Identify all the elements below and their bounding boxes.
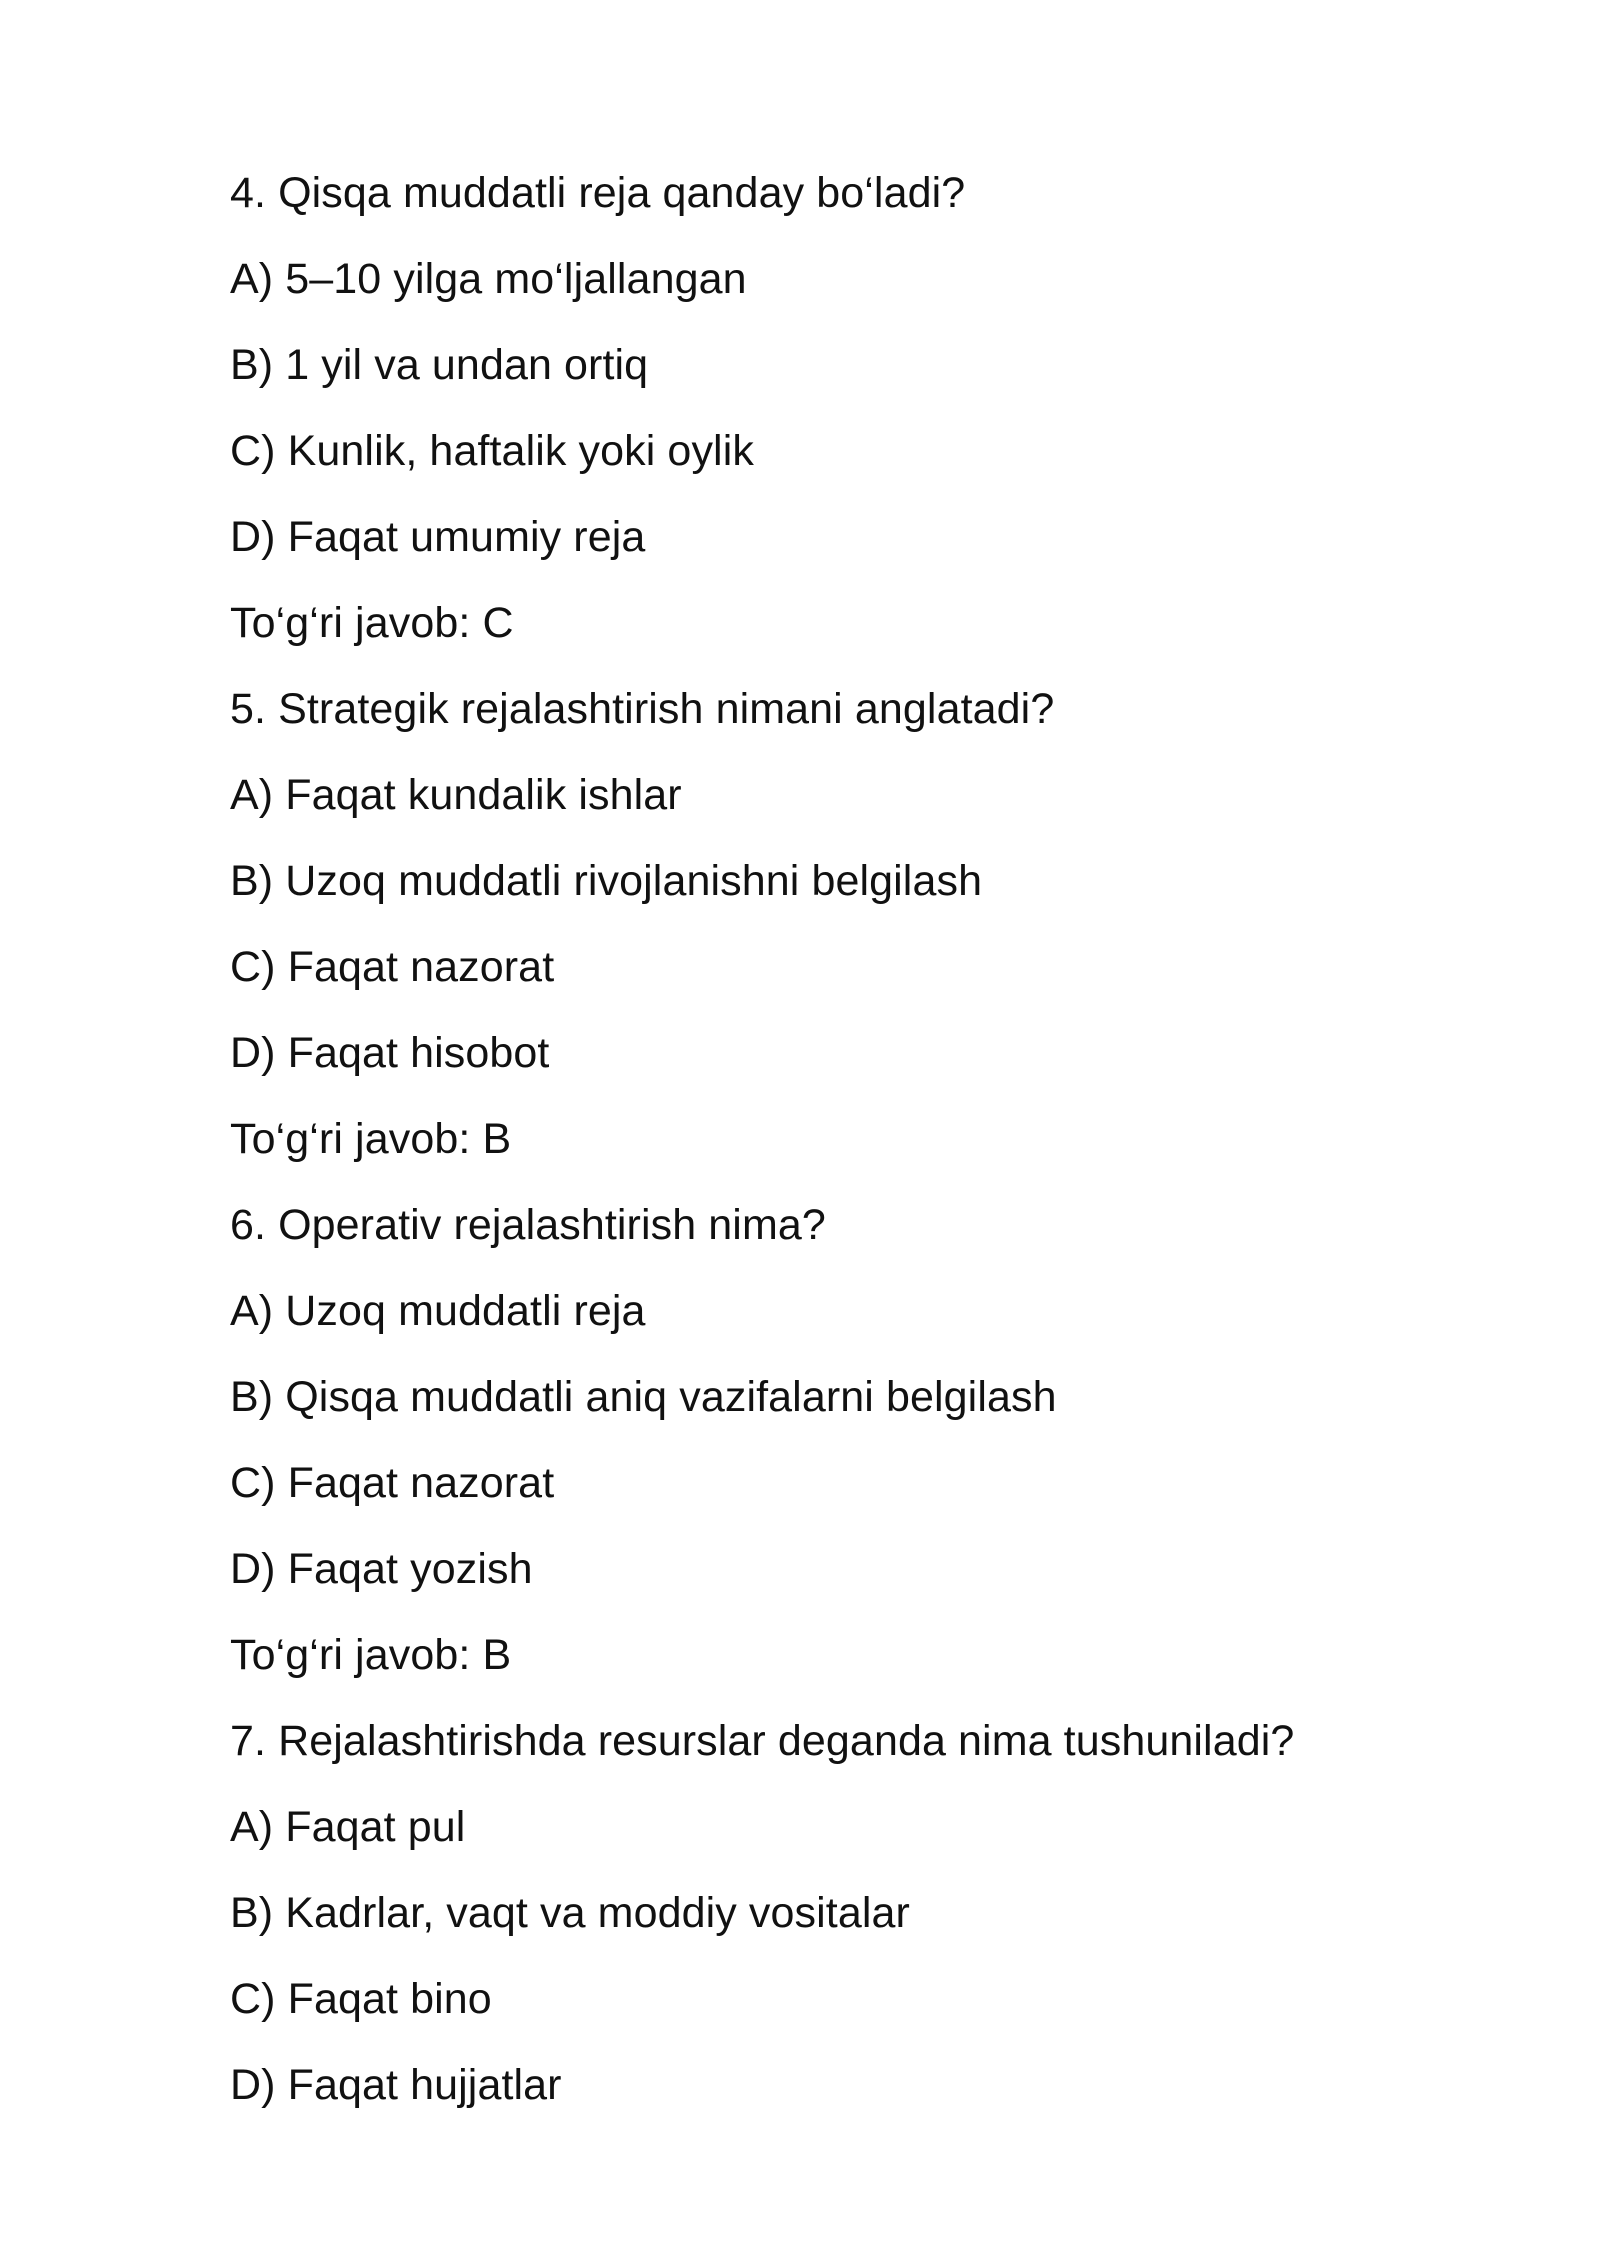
question-7-option-b: B) Kadrlar, vaqt va moddiy vositalar <box>230 1889 910 1937</box>
question-4-option-b: B) 1 yil va undan ortiq <box>230 341 649 389</box>
question-5-answer: To‘g‘ri javob: B <box>230 1115 512 1163</box>
question-4-text: 4. Qisqa muddatli reja qanday bo‘ladi? <box>230 169 966 217</box>
question-7-option-c: C) Faqat bino <box>230 1975 492 2023</box>
question-5-option-c: C) Faqat nazorat <box>230 943 555 991</box>
question-6-option-d: D) Faqat yozish <box>230 1545 533 1593</box>
question-5-option-a: A) Faqat kundalik ishlar <box>230 771 682 819</box>
question-5-text: 5. Strategik rejalashtirish nimani anglatadi? <box>230 685 1055 733</box>
question-4-option-d: D) Faqat umumiy reja <box>230 513 646 561</box>
question-7-option-d: D) Faqat hujjatlar <box>230 2061 562 2109</box>
question-5-option-b: B) Uzoq muddatli rivojlanishni belgilash <box>230 857 983 905</box>
question-6-option-a: A) Uzoq muddatli reja <box>230 1287 646 1335</box>
question-4-option-c: C) Kunlik, haftalik yoki oylik <box>230 427 754 475</box>
question-7-text: 7. Rejalashtirishda resurslar deganda nima tushuniladi? <box>230 1717 1295 1765</box>
question-4-answer: To‘g‘ri javob: C <box>230 599 514 647</box>
question-6-text: 6. Operativ rejalashtirish nima? <box>230 1201 826 1249</box>
question-6-answer: To‘g‘ri javob: B <box>230 1631 512 1679</box>
document-body <box>230 150 1430 2128</box>
question-6-option-b: B) Qisqa muddatli aniq vazifalarni belgilash <box>230 1373 1057 1421</box>
question-5-option-d: D) Faqat hisobot <box>230 1029 550 1077</box>
question-4-option-a: A) 5–10 yilga mo‘ljallangan <box>230 255 747 303</box>
question-6-option-c: C) Faqat nazorat <box>230 1459 555 1507</box>
question-7-option-a: A) Faqat pul <box>230 1803 466 1851</box>
